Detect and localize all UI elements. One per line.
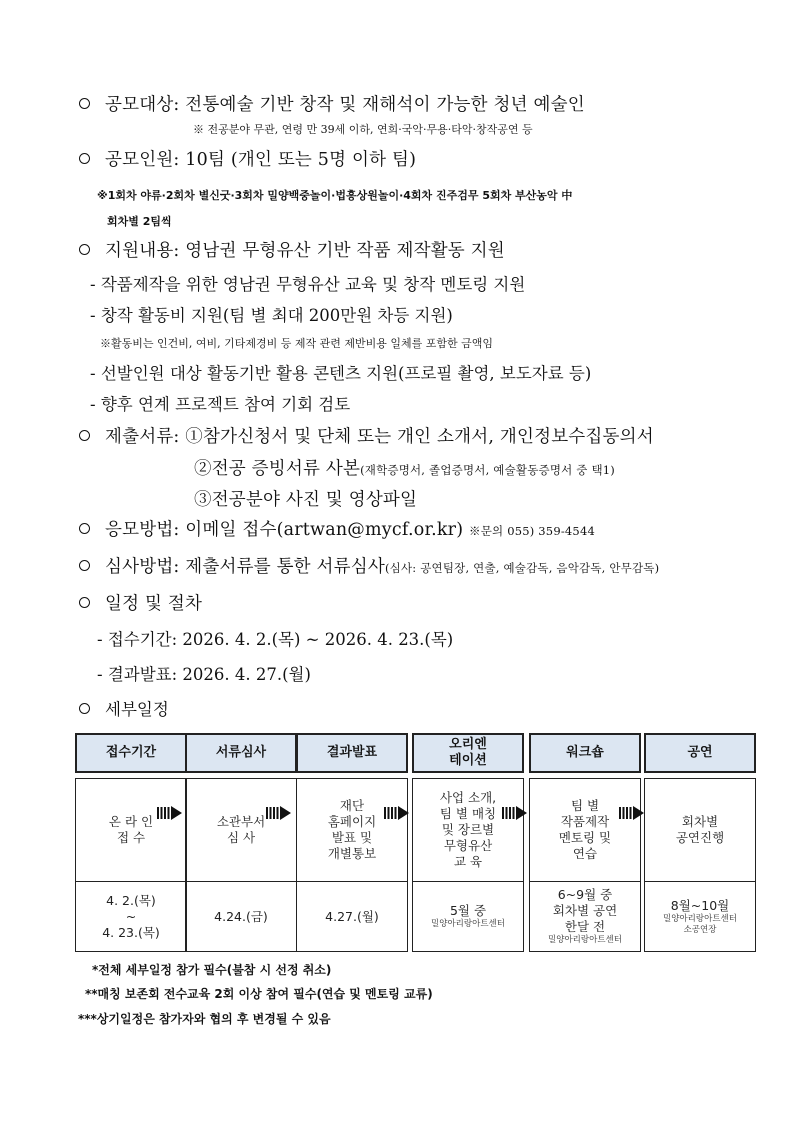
footnote: *전체 세부일정 참가 필수(불참 시 선정 취소) xyxy=(92,963,332,977)
flow-step-announce xyxy=(296,733,408,952)
bullet-icon xyxy=(79,523,90,534)
method-label: 응모방법: 이메일 접수(artwan@mycf.or.kr) xyxy=(105,520,464,540)
flow-step-body: 소관부서 심 사 xyxy=(185,778,297,882)
method-line xyxy=(105,516,595,541)
bullet-icon xyxy=(79,597,90,608)
flow-step-orientation xyxy=(412,733,524,952)
support-note: ※활동비는 인건비, 여비, 기타제경비 등 제작 관련 제반비용 일체를 포함한 금액임 xyxy=(100,337,493,350)
bullet-icon xyxy=(79,98,90,109)
documents-line2 xyxy=(194,455,615,480)
documents-label: 제출서류: ①참가신청서 및 단체 또는 개인 소개서, 개인정보수집동의서 xyxy=(105,427,654,447)
review-line xyxy=(105,553,659,578)
flow-step-header: 접수기간 xyxy=(75,733,187,773)
flow-step-workshop xyxy=(529,733,641,952)
arrow-right-icon xyxy=(384,806,410,820)
support-label: 지원내용: 영남권 무형유산 기반 작품 제작활동 지원 xyxy=(105,241,505,261)
flow-step-date: 4.27.(월) xyxy=(325,908,379,924)
flow-step-date: 6~9월 중 회차별 공연 한달 전 xyxy=(552,887,618,934)
detail-label: 세부일정 xyxy=(105,700,169,719)
flow-step-header: 서류심사 xyxy=(185,733,297,773)
bullet-icon xyxy=(79,244,90,255)
flow-step-date: 8월~10월 xyxy=(670,897,730,913)
arrow-right-icon xyxy=(157,806,183,820)
flow-step-date: 5월 중 xyxy=(449,903,487,918)
flow-step-dates xyxy=(75,882,187,952)
flow-step-date: 4.24.(금) xyxy=(214,908,268,924)
target-label: 공모대상: 전통예술 기반 창작 및 재해석이 가능한 청년 예술인 xyxy=(105,95,585,115)
target-note: ※ 전공분야 무관, 연령 만 39세 이하, 연희·국악·무용·타악·창작공연 등 xyxy=(193,123,533,136)
flow-step-body: 회차별 공연진행 xyxy=(644,778,756,882)
review-small: (심사: 공연팀장, 연출, 예술감독, 음악감독, 안무감독) xyxy=(384,561,660,575)
support-item: - 선발인원 대상 활동기반 활용 콘텐츠 지원(프로필 촬영, 보도자료 등) xyxy=(90,364,592,383)
flow-step-header: 결과발표 xyxy=(296,733,408,773)
documents-line3: ③전공분야 사진 및 영상파일 xyxy=(194,490,418,510)
schedule-item: - 접수기간: 2026. 4. 2.(목) ~ 2026. 4. 23.(목) xyxy=(97,630,454,649)
flow-step-dates xyxy=(644,882,756,952)
schedule-label: 일정 및 절차 xyxy=(105,594,203,614)
schedule-item: - 결과발표: 2026. 4. 27.(월) xyxy=(97,665,311,684)
bullet-icon xyxy=(79,430,90,441)
flow-step-dates xyxy=(185,882,297,952)
method-note: ※문의 055) 359-4544 xyxy=(469,524,595,538)
arrow-right-icon xyxy=(619,806,645,820)
documents-line2-main: ②전공 증빙서류 사본 xyxy=(194,459,361,479)
flow-step-dates xyxy=(296,882,408,952)
support-item: - 작품제작을 위한 영남권 무형유산 교육 및 창작 멘토링 지원 xyxy=(90,275,526,294)
flow-step-header: 오리엔 테이션 xyxy=(412,733,524,773)
flow-step-header: 공연 xyxy=(644,733,756,773)
support-item: - 향후 연계 프로젝트 참여 기회 검토 xyxy=(90,395,351,414)
review-label: 심사방법: 제출서류를 통한 서류심사 xyxy=(105,557,385,577)
support-item: - 창작 활동비 지원(팀 별 최대 200만원 차등 지원) xyxy=(90,306,453,325)
flow-step-body: 재단 홈페이지 발표 및 개별통보 xyxy=(296,778,408,882)
flow-step-date: 4. 2.(목) ~ 4. 23.(목) xyxy=(102,892,160,940)
count-note-line2: 회차별 2팀씩 xyxy=(107,215,172,228)
arrow-right-icon xyxy=(266,806,292,820)
flow-step-performance xyxy=(644,733,756,952)
footnote: **매칭 보존회 전수교육 2회 이상 참여 필수(연습 및 멘토링 교류) xyxy=(85,987,433,1001)
count-note-line1: ※1회차 야류·2회차 별신굿·3회차 밀양백중놀이·법흥상원놀이·4회차 진주검무 5회차 부산농악 中 xyxy=(97,189,573,202)
bullet-icon xyxy=(79,703,90,714)
flow-step-venue: 밀양아리랑아트센터 xyxy=(431,919,505,929)
documents-line2-small: (재학증명서, 졸업증명서, 예술활동증명서 중 택1) xyxy=(360,463,615,477)
arrow-right-icon xyxy=(502,806,528,820)
flow-step-body: 팀 별 작품제작 멘토링 및 연습 xyxy=(529,778,641,882)
footnote: ***상기일정은 참가자와 협의 후 변경될 수 있음 xyxy=(78,1012,331,1026)
count-label: 공모인원: 10팀 (개인 또는 5명 이하 팀) xyxy=(105,150,417,170)
bullet-icon xyxy=(79,560,90,571)
flow-step-venue: 밀양아리랑아트센터 소공연장 xyxy=(663,913,737,935)
flow-step-body: 사업 소개, 팀 별 매칭 및 장르별 무형유산 교 육 xyxy=(412,778,524,882)
flow-step-dates xyxy=(529,882,641,952)
flow-step-dates xyxy=(412,882,524,952)
flow-step-review xyxy=(185,733,297,952)
flow-step-venue: 밀양아리랑아트센터 xyxy=(548,935,622,945)
flow-step-receipt xyxy=(75,733,187,952)
flow-step-body: 온 라 인 접 수 xyxy=(75,778,187,882)
bullet-icon xyxy=(79,153,90,164)
flow-step-header: 워크숍 xyxy=(529,733,641,773)
